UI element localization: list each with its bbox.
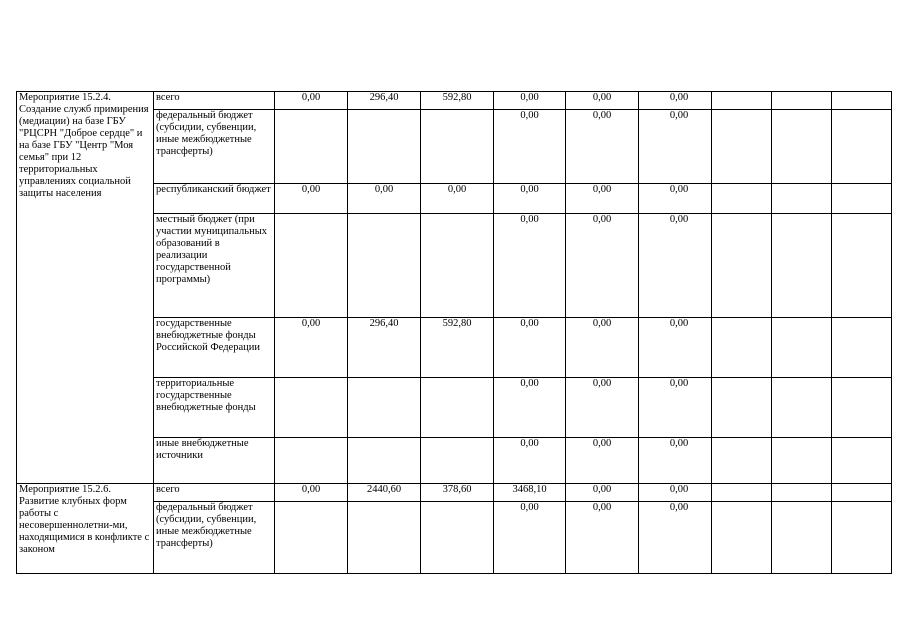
- amount-cell: [348, 214, 421, 318]
- amount-cell: [421, 214, 494, 318]
- amount-cell: 0,00: [639, 318, 712, 378]
- amount-cell: [712, 184, 772, 214]
- amount-cell: 0,00: [566, 318, 639, 378]
- amount-cell: 0,00: [494, 110, 566, 184]
- funding-source-cell: государственные внебюджетные фонды Российской Федерации: [154, 318, 275, 378]
- amount-cell: [772, 438, 832, 484]
- amount-cell: 0,00: [639, 438, 712, 484]
- amount-cell: 0,00: [566, 184, 639, 214]
- amount-cell: [712, 110, 772, 184]
- amount-cell: 592,80: [421, 92, 494, 110]
- amount-cell: 592,80: [421, 318, 494, 378]
- amount-cell: [772, 484, 832, 502]
- amount-cell: [772, 110, 832, 184]
- amount-cell: [772, 318, 832, 378]
- amount-cell: 0,00: [275, 484, 348, 502]
- amount-cell: [832, 378, 892, 438]
- amount-cell: [348, 378, 421, 438]
- amount-cell: [772, 502, 832, 574]
- funding-source-cell: республиканский бюджет: [154, 184, 275, 214]
- amount-cell: 0,00: [275, 318, 348, 378]
- amount-cell: 0,00: [275, 184, 348, 214]
- amount-cell: 0,00: [494, 318, 566, 378]
- budget-table-body: [17, 92, 892, 574]
- amount-cell: 0,00: [639, 214, 712, 318]
- amount-cell: [832, 184, 892, 214]
- amount-cell: [421, 378, 494, 438]
- amount-cell: 0,00: [639, 378, 712, 438]
- amount-cell: 0,00: [566, 378, 639, 438]
- amount-cell: [275, 214, 348, 318]
- amount-cell: 0,00: [639, 92, 712, 110]
- amount-cell: [832, 502, 892, 574]
- amount-cell: 0,00: [494, 378, 566, 438]
- funding-source-cell: иные внебюджетные источники: [154, 438, 275, 484]
- amount-cell: [421, 502, 494, 574]
- amount-cell: [832, 214, 892, 318]
- amount-cell: 0,00: [348, 184, 421, 214]
- measure-title-cell: Мероприятие 15.2.4. Создание служб примирения (медиации) на базе ГБУ "РЦСРН "Доброе сердце" и на базе ГБУ "Центр "Моя семья" при 12 территориальных управлениях социальной защиты населения: [17, 92, 154, 484]
- amount-cell: [772, 92, 832, 110]
- amount-cell: 0,00: [566, 438, 639, 484]
- amount-cell: 0,00: [639, 484, 712, 502]
- amount-cell: 0,00: [566, 502, 639, 574]
- table-row: [17, 92, 892, 110]
- amount-cell: 0,00: [566, 214, 639, 318]
- amount-cell: [772, 378, 832, 438]
- funding-source-cell: федеральный бюджет (субсидии, субвенции, иные межбюджетные трансферты): [154, 110, 275, 184]
- amount-cell: 0,00: [494, 184, 566, 214]
- amount-cell: 378,60: [421, 484, 494, 502]
- amount-cell: 0,00: [494, 214, 566, 318]
- amount-cell: [712, 214, 772, 318]
- amount-cell: [275, 438, 348, 484]
- amount-cell: [348, 110, 421, 184]
- amount-cell: 0,00: [494, 502, 566, 574]
- amount-cell: [832, 110, 892, 184]
- amount-cell: [772, 184, 832, 214]
- amount-cell: [348, 438, 421, 484]
- amount-cell: [275, 110, 348, 184]
- amount-cell: 0,00: [566, 110, 639, 184]
- amount-cell: [772, 214, 832, 318]
- budget-table: [16, 91, 892, 574]
- amount-cell: [421, 110, 494, 184]
- funding-source-cell: территориальные государственные внебюджетные фонды: [154, 378, 275, 438]
- amount-cell: 0,00: [639, 110, 712, 184]
- funding-source-cell: всего: [154, 484, 275, 502]
- measure-title-cell: Мероприятие 15.2.6. Развитие клубных форм работы с несовершеннолетни-ми, находящимися в конфликте с законом: [17, 484, 154, 574]
- amount-cell: [421, 438, 494, 484]
- table-row: [17, 484, 892, 502]
- amount-cell: 0,00: [275, 92, 348, 110]
- amount-cell: [712, 484, 772, 502]
- funding-source-cell: всего: [154, 92, 275, 110]
- amount-cell: [275, 378, 348, 438]
- amount-cell: [712, 438, 772, 484]
- amount-cell: [712, 92, 772, 110]
- amount-cell: [348, 502, 421, 574]
- funding-source-cell: федеральный бюджет (субсидии, субвенции, иные межбюджетные трансферты): [154, 502, 275, 574]
- amount-cell: [832, 438, 892, 484]
- amount-cell: 0,00: [639, 184, 712, 214]
- amount-cell: 0,00: [566, 484, 639, 502]
- amount-cell: [832, 318, 892, 378]
- amount-cell: 0,00: [421, 184, 494, 214]
- amount-cell: 296,40: [348, 318, 421, 378]
- amount-cell: [832, 92, 892, 110]
- amount-cell: 0,00: [494, 92, 566, 110]
- amount-cell: 2440,60: [348, 484, 421, 502]
- amount-cell: 0,00: [639, 502, 712, 574]
- amount-cell: [275, 502, 348, 574]
- amount-cell: 0,00: [566, 92, 639, 110]
- amount-cell: [712, 502, 772, 574]
- amount-cell: [712, 318, 772, 378]
- funding-source-cell: местный бюджет (при участии муниципальных образований в реализации государственной программы): [154, 214, 275, 318]
- amount-cell: [712, 378, 772, 438]
- amount-cell: 0,00: [494, 438, 566, 484]
- amount-cell: 296,40: [348, 92, 421, 110]
- amount-cell: 3468,10: [494, 484, 566, 502]
- amount-cell: [832, 484, 892, 502]
